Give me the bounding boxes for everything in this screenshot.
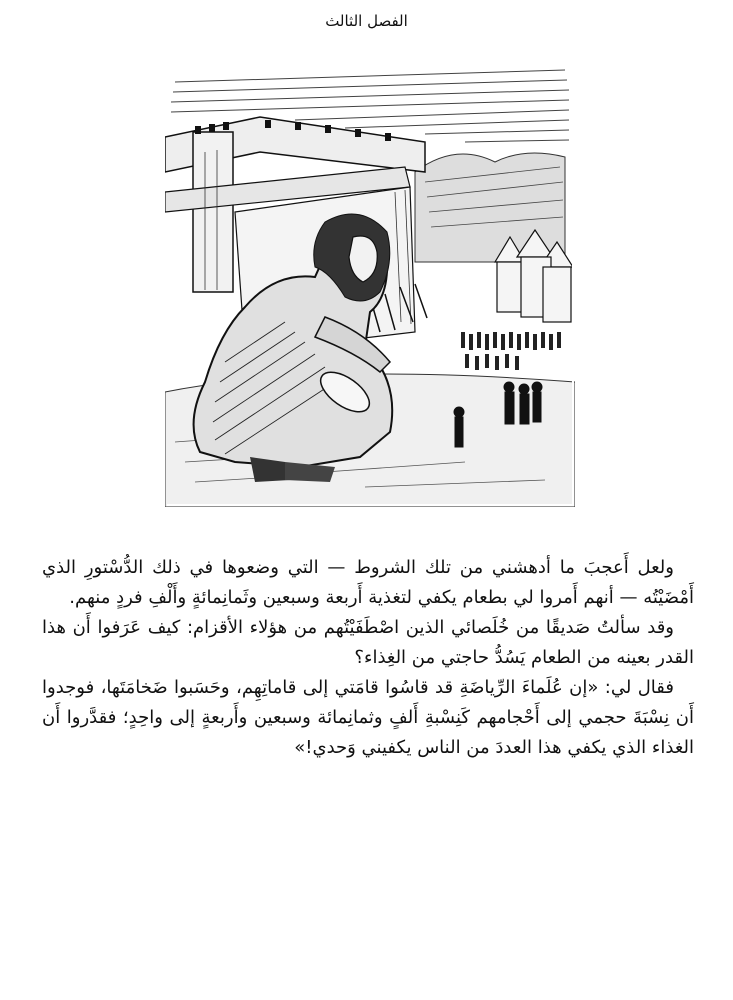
paragraph: وقد سألتُ صَديقًا من خُلَصائي الذين اصْطَفَيْتُهم من هؤلاء الأقزام: كيف عَرَفوا أَن هذا القدر بعينه من الطعام يَسُدُّ حاجتي من الغِذاء؟ — [42, 617, 694, 668]
body-text — [42, 553, 694, 763]
paragraph: ولعل أَعجبَ ما أدهشني من تلك الشروط — التي وضعوها في ذلك الدُّسْتورِ الذي أَمْضَيْتُه — أنهم أَمروا لي بطعام يكفي لتغذية أَربعة وسبعين وثَمانِمائةٍ وأَلْفِ فردٍ منهم. — [42, 557, 694, 608]
page-title: الفصل الثالث — [325, 12, 408, 30]
paragraph: فقال لي: «إن عُلَماءَ الرِّياضَةِ قد قاسُوا قامَتي إلى قاماتِهِم، وحَسَبوا ضَخامَتَها، فوجدوا أَن نِسْبَةَ حجمي إلى أَحْجامهم كَنِسْبةِ أَلفٍ وثمانِمائة وسبعين وأَربعةٍ إلى واحِدٍ؛ فقدَّروا أَن الغذاء الذي يكفي هذا العددَ من الناس يكفيني وَحدي!» — [42, 677, 694, 758]
illustration-gulliver-lilliput — [165, 62, 575, 507]
